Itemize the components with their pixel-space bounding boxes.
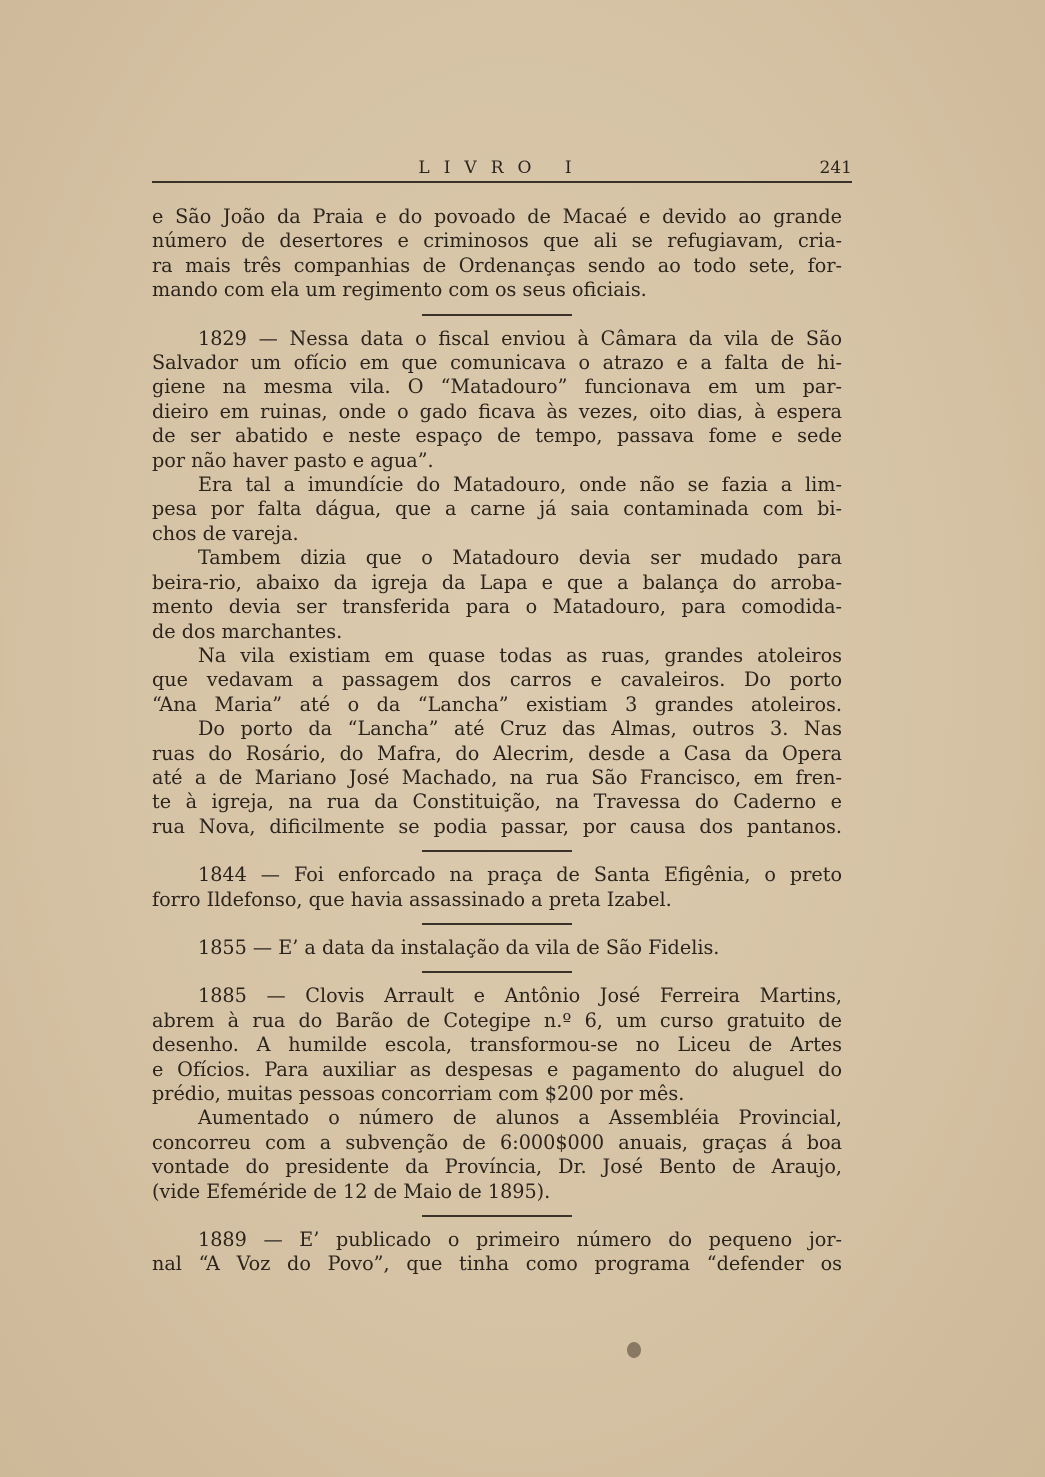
text-section [152,1228,842,1277]
text-line: 1855 — E’ a data da instalação da vila de São Fidelis. [198,935,720,959]
text-line: 1885 — Clovis Arrault e Antônio José Ferreira Martins, [198,984,842,1008]
text-line: concorreu com a subvenção de 6:000$000 anuais, graças á boa [152,1130,842,1154]
section-separator [422,850,572,852]
text-line: forro Ildefonso, que havia assassinado a preta Izabel. [152,887,672,911]
text-line: chos de vareja. [152,521,299,545]
text-line: vontade do presidente da Província, Dr. José Bento de Araujo, [152,1155,842,1179]
text-line: e Ofícios. Para auxiliar as despesas e pagamento do aluguel do [152,1057,842,1081]
text-line: Do porto da “Lancha” até Cruz das Almas, outros 3. Nas [198,717,842,741]
text-line: mando com ela um regimento com os seus oficiais. [152,278,647,302]
page-number: 241 [819,158,852,178]
text-line: dieiro em ruinas, onde o gado ficava às vezes, oito dias, à espera [152,399,842,423]
text-line: de ser abatido e neste espaço de tempo, passava fome e sede [152,424,842,448]
text-line: e São João da Praia e do povoado de Macaé e devido ao grande [152,205,842,228]
text-line: por não haver pasto e agua”. [152,448,434,472]
text-line: Na vila existiam em quase todas as ruas, grandes atoleiros [198,643,842,667]
text-line: Tambem dizia que o Matadouro devia ser mudado para [198,546,842,570]
text-line: número de desertores e criminosos que ali se refugiavam, cria- [152,229,842,253]
text-section [152,936,842,960]
text-line: beira-rio, abaixo da igreja da Lapa e que a balança do arroba- [152,570,842,594]
text-line: giene na mesma vila. O “Matadouro” funcionava em um par- [152,375,842,399]
text-line: de dos marchantes. [152,619,343,643]
text-line: 1889 — E’ publicado o primeiro número do pequeno jor- [198,1228,842,1252]
ink-stain [627,1342,641,1358]
section-separator [422,971,572,973]
text-line: Era tal a imundície do Matadouro, onde não se fazia a lim- [198,473,842,497]
text-line: (vide Efeméride de 12 de Maio de 1895). [152,1179,551,1203]
page-body [152,205,842,1277]
text-line: abrem à rua do Barão de Cotegipe n.º 6, um curso gratuito de [152,1008,842,1032]
text-line: mento devia ser transferida para o Matadouro, para comodida- [152,595,842,619]
text-line: ra mais três companhias de Ordenanças sendo ao todo sete, for- [152,253,842,277]
running-title: LIVRO I [418,158,586,178]
section-separator [422,314,572,316]
page-header [152,156,852,182]
section-separator [422,1215,572,1217]
text-line: 1829 — Nessa data o fiscal enviou à Câmara da vila de São [198,326,842,350]
section-separator [422,923,572,925]
text-line: desenho. A humilde escola, transformou-se no Liceu de Artes [152,1033,842,1057]
text-section [152,863,842,912]
text-line: 1844 — Foi enforcado na praça de Santa Efigênia, o preto [198,863,842,887]
text-section [152,984,842,1204]
text-line: Aumentado o número de alunos a Assembléia Provincial, [198,1106,842,1130]
header-rule [152,181,852,183]
text-line: “Ana Maria” até o da “Lancha” existiam 3 grandes atoleiros. [152,692,842,716]
text-line: pesa por falta dágua, que a carne já saia contaminada com bi- [152,497,842,521]
text-line: que vedavam a passagem dos carros e cavaleiros. Do porto [152,668,842,692]
text-line: ruas do Rosário, do Mafra, do Alecrim, desde a Casa da Opera [152,741,842,765]
text-line: rua Nova, dificilmente se podia passar, por causa dos pantanos. [152,814,842,838]
text-line: nal “A Voz do Povo”, que tinha como programa “defender os [152,1252,842,1276]
text-line: prédio, muitas pessoas concorriam com $200 por mês. [152,1082,685,1105]
text-section [152,327,842,840]
text-line: até a de Mariano José Machado, na rua São Francisco, em fren- [152,765,842,789]
text-line: Salvador um ofício em que comunicava o atrazo e a falta de hi- [152,351,842,375]
text-section [152,205,842,303]
text-line: te à igreja, na rua da Constituição, na Travessa do Caderno e [152,790,842,814]
